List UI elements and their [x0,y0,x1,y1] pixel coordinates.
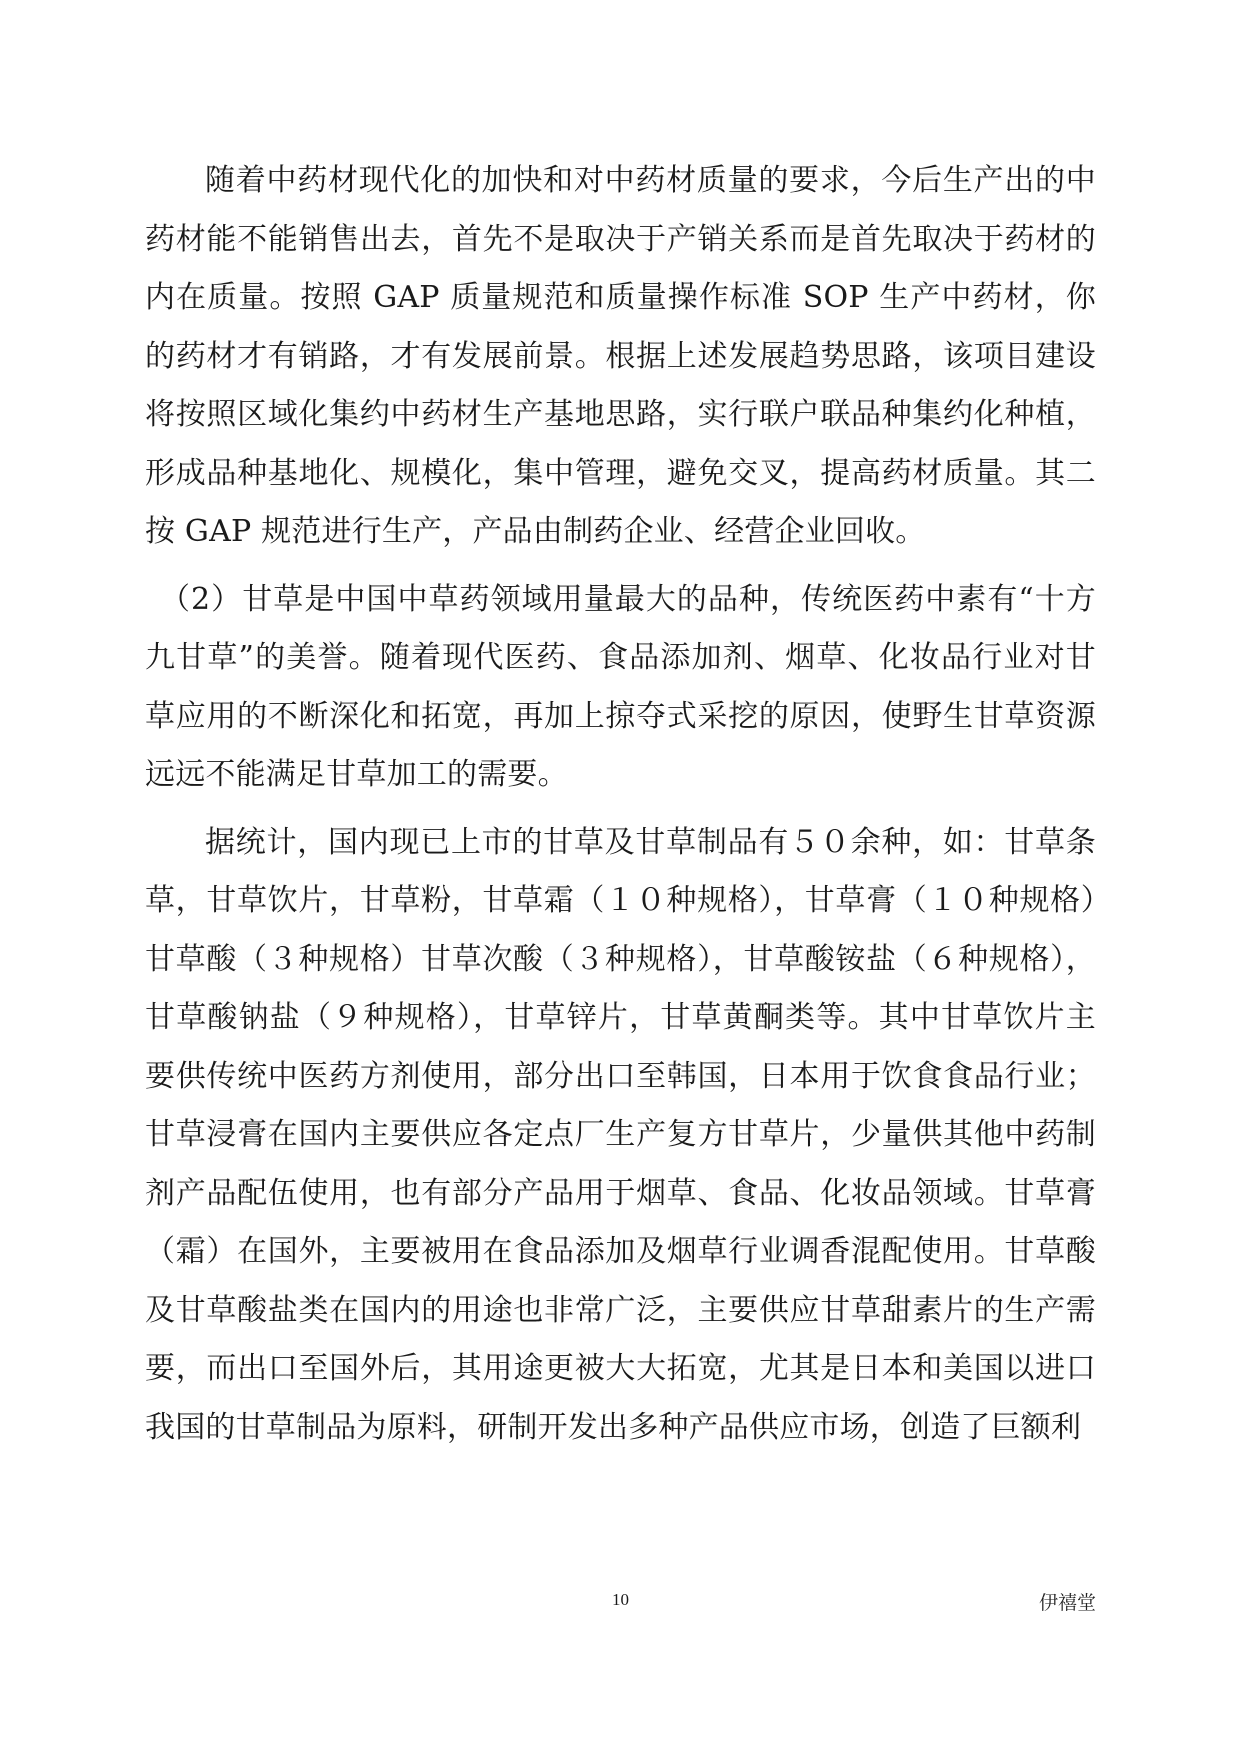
paragraph-licorice-products: 据统计，国内现已上市的甘草及甘草制品有５０余种，如：甘草条草，甘草饮片，甘草粉，甘草霜（１０种规格），甘草膏（１０种规格）甘草酸（３种规格）甘草次酸（３种规格），甘草酸铵盐（６种规格），甘草酸钠盐（９种规格），甘草锌片，甘草黄酮类等。其中甘草饮片主要供传统中医药方剂使用，部分出口至韩国，日本用于饮食食品行业；甘草浸膏在国内主要供应各定点厂生产复方甘草片，少量供其他中药制剂产品配伍使用，也有部分产品用于烟草、食品、化妆品领域。甘草膏（霜）在国外，主要被用在食品添加及烟草行业调香混配使用。甘草酸及甘草酸盐类在国内的用途也非常广泛，主要供应甘草甜素片的生产需要，而出口至国外后，其用途更被大大拓宽，尤其是日本和美国以进口我国的甘草制品为原料，研制开发出多种产品供应市场，创造了巨额利 [145,824,1096,1445]
footer-brand: 伊禧堂 [1038,1592,1096,1614]
body-text [145,152,1096,1457]
page-number: 10 [612,1590,629,1609]
paragraph-gap-quality: 随着中药材现代化的加快和对中药材质量的要求，今后生产出的中药材能不能销售出去，首先不是取决于产销关系而是首先取决于药材的内在质量。按照 GAP 质量规范和质量操作标准 SOP 生产中药材，你的药材才有销路，才有发展前景。根据上述发展趋势思路，该项目建设将按照区域化集约中药材生产基地思路，实行联户联品种集约化种植，形成品种基地化、规模化，集中管理，避免交叉，提高药材质量。其二按 GAP 规范进行生产，产品由制药企业、经营企业回收。 [145,163,1096,549]
paragraph-licorice-intro: （2）甘草是中国中草药领域用量最大的品种，传统医药中素有“十方九甘草”的美誉。随着现代医药、食品添加剂、烟草、化妆品行业对甘草应用的不断深化和拓宽，再加上掠夺式采挖的原因，使野生甘草资源远远不能满足甘草加工的需要。 [145,581,1096,792]
